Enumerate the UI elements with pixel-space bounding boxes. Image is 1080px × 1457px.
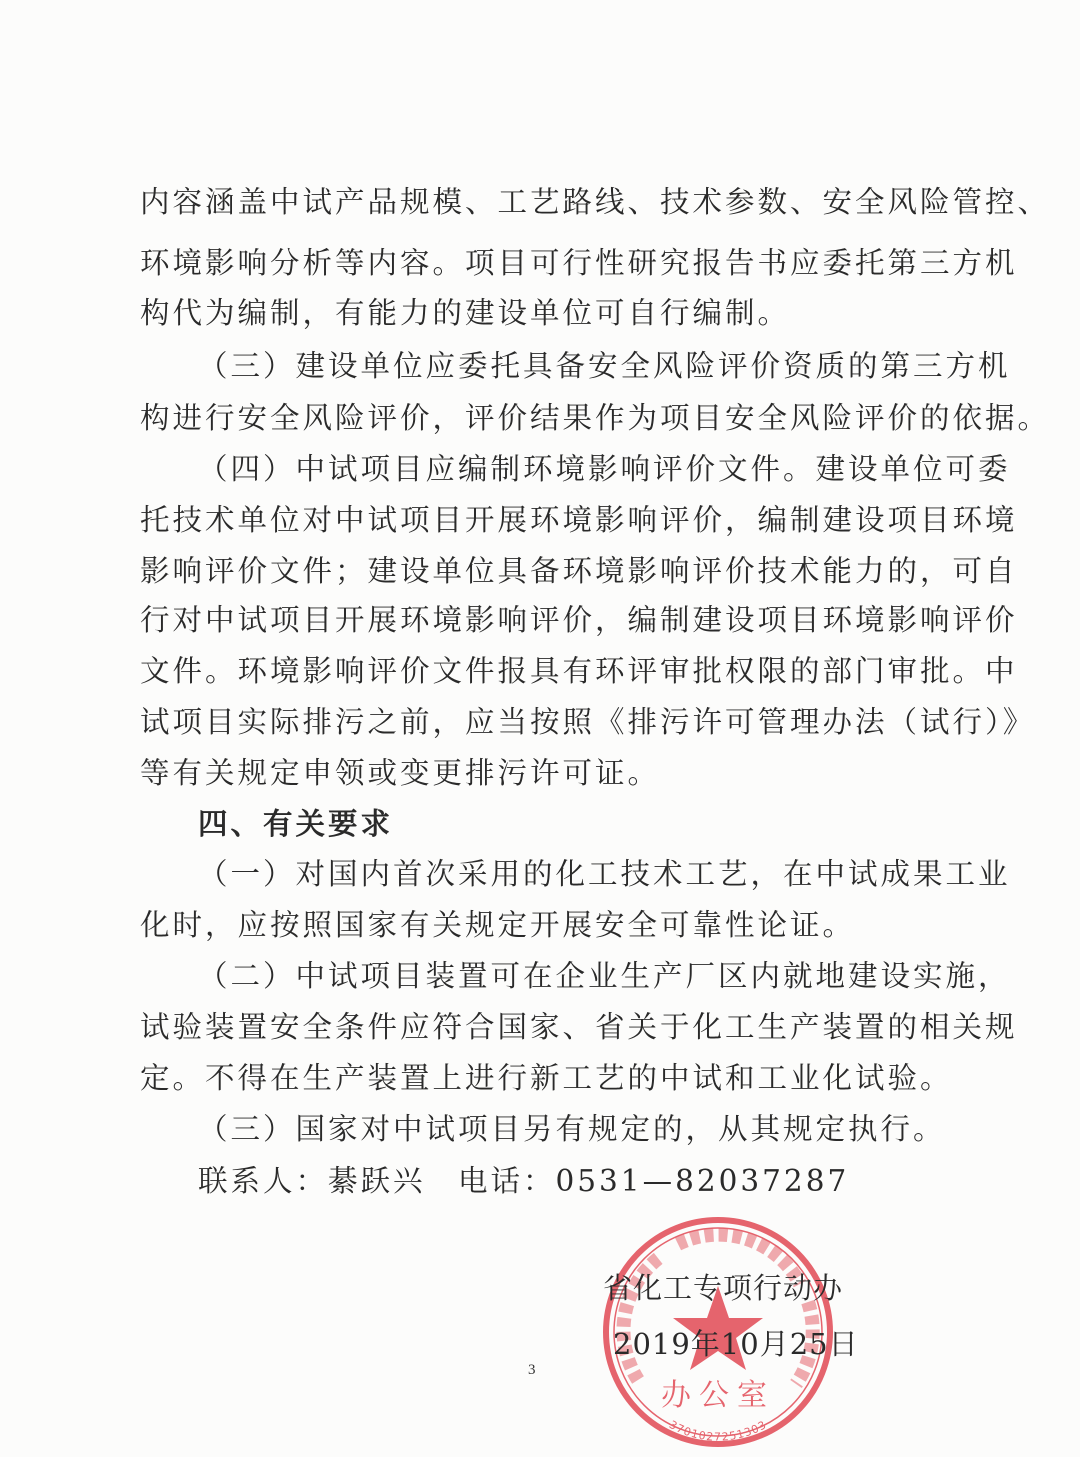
body-line: 定。不得在生产装置上进行新工艺的中试和工业化试验。 — [140, 1061, 953, 1095]
body-line: （三）建设单位应委托具备安全风险评价资质的第三方机 — [198, 349, 1011, 383]
contact-line: 联系人：綦跃兴 电话：0531—82037287 — [198, 1164, 850, 1198]
seal-center-text: 办公室 — [661, 1378, 775, 1413]
seal-number: 3701027251303 — [666, 1418, 770, 1444]
page-number: 3 — [528, 1362, 536, 1378]
body-line: 试项目实际排污之前，应当按照《排污许可管理办法（试行）》 — [140, 705, 1036, 739]
body-line: 环境影响分析等内容。项目可行性研究报告书应委托第三方机 — [140, 246, 1018, 280]
body-line: 托技术单位对中试项目开展环境影响评价，编制建设项目环境 — [140, 503, 1018, 537]
body-line: 试验装置安全条件应符合国家、省关于化工生产装置的相关规 — [140, 1010, 1018, 1044]
body-line: （四）中试项目应编制环境影响评价文件。建设单位可委 — [198, 452, 1011, 486]
issue-date: 2019年10月25日 — [613, 1327, 859, 1361]
body-line: 文件。环境影响评价文件报具有环评审批权限的部门审批。中 — [140, 654, 1018, 688]
body-line: （一）对国内首次采用的化工技术工艺，在中试成果工业 — [198, 857, 1011, 891]
issuing-organization: 省化工专项行动办 — [603, 1271, 844, 1305]
body-line: 内容涵盖中试产品规模、工艺路线、技术参数、安全风险管控、 — [140, 185, 1051, 219]
section-heading: 四、有关要求 — [198, 807, 394, 841]
body-line: 行对中试项目开展环境影响评价，编制建设项目环境影响评价 — [140, 603, 1018, 637]
body-line: （二）中试项目装置可在企业生产厂区内就地建设实施， — [198, 959, 1011, 993]
body-line: 构进行安全风险评价，评价结果作为项目安全风险评价的依据。 — [140, 401, 1051, 435]
body-line: 影响评价文件；建设单位具备环境影响评价技术能力的，可自 — [140, 554, 1018, 588]
body-line: 构代为编制，有能力的建设单位可自行编制。 — [140, 296, 791, 330]
body-line: 化时，应按照国家有关规定开展安全可靠性论证。 — [140, 908, 856, 942]
body-line: （三）国家对中试项目另有规定的，从其规定执行。 — [198, 1112, 946, 1146]
body-line: 等有关规定申领或变更排污许可证。 — [140, 756, 661, 790]
